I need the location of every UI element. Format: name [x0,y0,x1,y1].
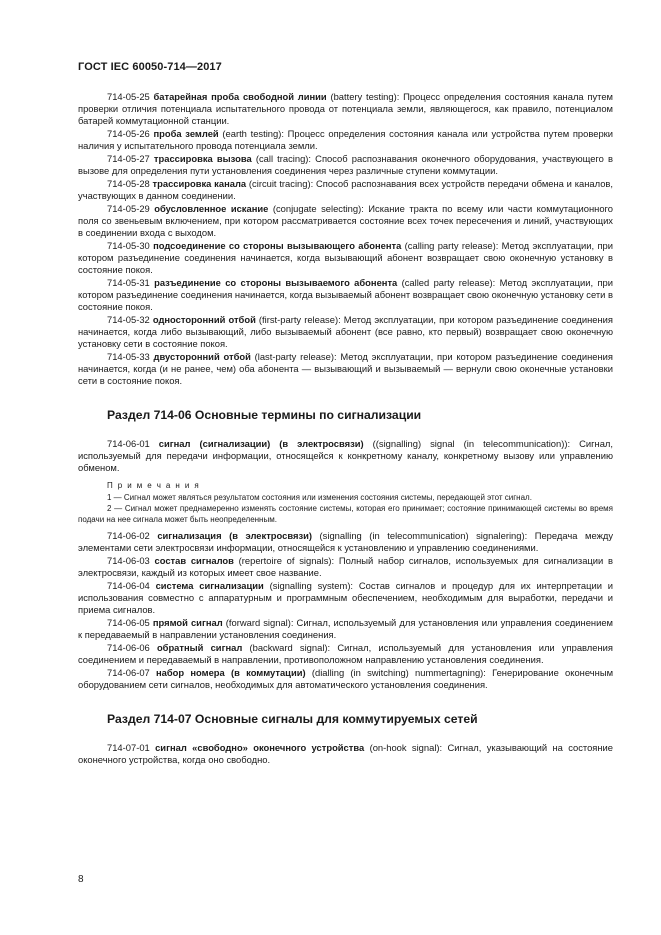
term-title: односторонний отбой [152,314,256,325]
term-definition: (signalling (in telecommunication) signalering): Передача между элементами сети электросвязи информации, относящейся к установлению и управлению соединениями. [78,530,614,553]
term-definition: (called party release): Метод эксплуатации, при котором разъединение соединения начинается, когда вызываемый абонент возвращает свою оконечную установку сети в состояние покоя. [78,277,613,312]
term-title: сигнализация (в электросвязи) [157,530,312,541]
term-definition: (call tracing): Способ распознавания оконечного оборудования, участвующего в вызове для определения пути установления соединения через различные ступени коммутации. [78,153,613,176]
term-title: двусторонний отбой [153,351,251,362]
term-definition: (forward signal): Сигнал, используемый для установления или управления соединением к передаваемый в направлении установления соединения. [78,617,614,640]
term-title: система сигнализации [155,580,264,591]
term-definition: (conjugate selecting): Искание тракта по всему или части коммутационного поля со звеньевым включением, при котором рассматривается состояние всех точек пересечения и линий, участвующих в соединении входа с выходом. [78,203,613,238]
term-entry [78,153,613,177]
term-code: 714-05-25 [107,91,150,102]
section-heading-714-06: Раздел 714-06 Основные термины по сигнализации [107,408,422,422]
term-title: сигнал «свободно» оконечного устройства [155,742,365,753]
term-definition: (earth testing): Процесс определения состояния канала или устройства путем проверки наличия у испытательного провода потенциала земли. [78,128,613,151]
term-definition: (on-hook signal): Сигнал, указывающий на состояние оконечного устройства, когда оно свободно. [78,742,614,765]
term-code: 714-05-32 [107,314,150,325]
term-entry [78,178,613,202]
term-title: проба землей [153,128,219,139]
term-title: разъединение со стороны вызываемого абонента [154,277,398,288]
term-code: 714-05-31 [107,277,150,288]
term-code: 714-06-06 [107,642,150,653]
term-entry [78,277,613,313]
term-title: подсоединение со стороны вызывающего абонента [153,240,402,251]
term-definition: (first-party release): Метод эксплуатации, при котором разъединение соединения начинается, когда либо вызывающий, либо вызываемый абонент (все равно, кто первый) возвращает свою оконечную установку сети в состояние покоя. [78,314,613,349]
term-title: трассировка вызова [153,153,252,164]
term-entry [78,128,613,152]
note-item: 2 — Сигнал может преднамеренно изменять состояние системы, которая его принимает; состояние принимающей системы во время подачи на нее сигнала может быть неопределенным. [78,504,613,524]
term-code: 714-05-28 [107,178,150,189]
term-code: 714-05-26 [107,128,150,139]
term-code: 714-06-07 [107,667,150,678]
term-code: 714-05-30 [107,240,150,251]
term-entry [78,203,613,239]
term-definition: (backward signal): Сигнал, используемый для установления или управления соединением и передаваемый в направлении, противоположном направлению установления соединения. [78,642,613,665]
term-definition: (circuit tracing): Способ распознавания всех устройств передачи обмена и каналов, участвующих в данном соединении. [78,178,613,201]
term-code: 714-05-27 [107,153,150,164]
term-code: 714-06-01 [107,438,150,449]
term-code: 714-06-05 [107,617,150,628]
term-title: обратный сигнал [156,642,243,653]
term-title: батарейная проба свободной линии [153,91,327,102]
term-definition: (dialling (in switching) nummertagning): Генерирование оконечным оборудованием сети сигналов, необходимых для автоматического установления соединения. [78,667,614,690]
term-entry [78,91,613,127]
term-definition: (signalling system): Состав сигналов и процедур для их интерпретации и использования совместно с аппаратурным и программным обеспечением, необходимым для выработки, передачи и приема сигналов. [78,580,613,615]
term-title: набор номера (в коммутации) [156,667,306,678]
term-code: 714-05-29 [107,203,150,214]
term-title: состав сигналов [154,555,234,566]
term-definition: (battery testing): Процесс определения состояния канала путем проверки отличия потенциала испытательного провода от потенциала земли, являющегося, как правило, потенциалом батарей коммутационной станции. [78,91,613,126]
term-code: 714-06-03 [107,555,150,566]
term-entry [78,642,613,666]
term-entry [78,314,613,350]
term-title: трассировка канала [152,178,247,189]
term-definition: (repertoire of signals): Полный набор сигналов, используемых для сигнализации в электросвязи, каждый из которых имеет свое название. [78,555,613,578]
term-definition: (calling party release): Метод эксплуатации, при котором разъединение соединения начинается, когда вызывающий абонент возвращает свою оконечную установку в состояние покоя. [78,240,613,275]
term-code: 714-07-01 [107,742,150,753]
term-definition: (last-party release): Метод эксплуатации, при котором разъединение соединения начинается, когда (и не ранее, чем) оба абонента — вызывающий и вызываемый — вернули свою оконечные установки сети в состояние покоя. [78,351,613,386]
term-title: обусловленное искание [154,203,269,214]
note-item: 1 — Сигнал может являться результатом состояния или изменения состояния системы, передающей этот сигнал. [107,493,532,502]
document-header: ГОСТ IEC 60050-714—2017 [78,61,222,73]
term-code: 714-06-02 [107,530,150,541]
term-definition: ((signalling) signal (in telecommunication)): Сигнал, используемый для передачи информации, относящейся к конкретному каналу, конкретному вызову или управлению обменом. [78,438,613,473]
term-code: 714-05-33 [107,351,150,362]
term-code: 714-06-04 [107,580,150,591]
term-entry [78,580,613,616]
term-entry [78,555,613,579]
page-number: 8 [78,874,84,885]
term-title: сигнал (сигнализации) (в электросвязи) [158,438,364,449]
term-entry [78,617,613,641]
term-entry [78,351,613,387]
term-entry [78,530,613,554]
term-entry [78,742,613,766]
term-entry [78,240,613,276]
term-entry [78,438,613,474]
term-entry [78,667,613,691]
notes-heading: П р и м е ч а н и я [107,481,201,490]
section-heading-714-07: Раздел 714-07 Основные сигналы для коммутируемых сетей [107,712,478,726]
term-title: прямой сигнал [152,617,223,628]
document-body [78,91,613,767]
